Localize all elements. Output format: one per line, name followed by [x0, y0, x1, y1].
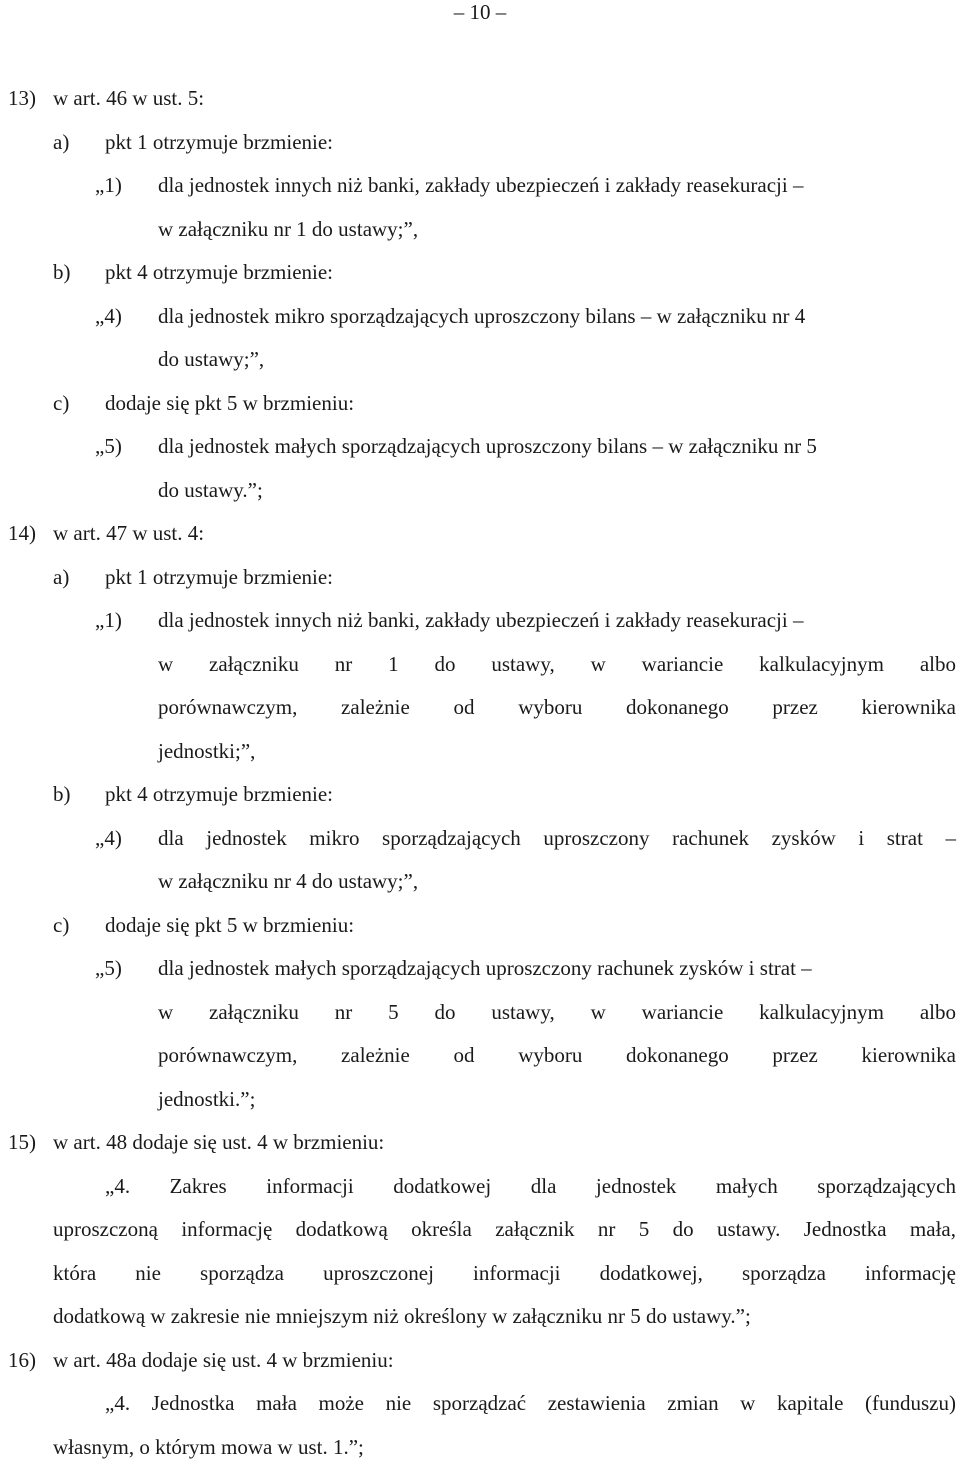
- quote-line: porównawczym, zależnie od wyboru dokonanego przez kierownika: [158, 686, 956, 730]
- paragraph-15: [53, 1165, 956, 1339]
- amendment-intro: w art. 47 w ust. 4:: [53, 512, 956, 556]
- amendment-intro: w art. 46 w ust. 5:: [53, 77, 956, 121]
- quote-line: w załączniku nr 1 do ustawy, w wariancie kalkulacyjnym albo: [158, 643, 956, 687]
- point-letter: b): [53, 251, 71, 295]
- quote-number: „1): [95, 599, 122, 643]
- amendment-14: [8, 512, 956, 556]
- quote-14a: [53, 599, 956, 773]
- amendment-15: [8, 1121, 956, 1165]
- amendment-number: 14): [8, 512, 36, 556]
- point-letter: a): [53, 556, 69, 600]
- quote-number: „1): [95, 164, 122, 208]
- quote-14b: [53, 817, 956, 904]
- paragraph-line: uproszczoną informację dodatkową określa załącznik nr 5 do ustawy. Jednostka mała,: [53, 1208, 956, 1252]
- quote-13a: [53, 164, 956, 251]
- point-text: pkt 4 otrzymuje brzmienie:: [105, 251, 956, 295]
- paragraph-line: „4. Jednostka mała może nie sporządzać zestawienia zmian w kapitale (funduszu): [53, 1382, 956, 1426]
- page-number: – 10 –: [0, 0, 960, 35]
- quote-line: dla jednostek innych niż banki, zakłady ubezpieczeń i zakłady reasekuracji –: [158, 164, 956, 208]
- quote-line: w załączniku nr 1 do ustawy;”,: [158, 208, 956, 252]
- quote-number: „4): [95, 817, 122, 861]
- amendment-intro: w art. 48a dodaje się ust. 4 w brzmieniu:: [53, 1339, 956, 1383]
- point-13a: [53, 121, 956, 165]
- quote-number: „5): [95, 947, 122, 991]
- amendment-number: 16): [8, 1339, 36, 1383]
- point-text: dodaje się pkt 5 w brzmieniu:: [105, 904, 956, 948]
- point-letter: a): [53, 121, 69, 165]
- amendment-13: [8, 77, 956, 121]
- paragraph-line: dodatkową w zakresie nie mniejszym niż określony w załączniku nr 5 do ustawy.”;: [53, 1295, 956, 1339]
- quote-line: jednostki.”;: [158, 1078, 956, 1122]
- quote-14c: [53, 947, 956, 1121]
- document-body: [8, 77, 956, 1469]
- amendment-number: 13): [8, 77, 36, 121]
- point-letter: c): [53, 382, 69, 426]
- amendment-number: 15): [8, 1121, 36, 1165]
- point-14b: [53, 773, 956, 817]
- quote-line: jednostki;”,: [158, 730, 956, 774]
- point-14c: [53, 904, 956, 948]
- quote-line: do ustawy.”;: [158, 469, 956, 513]
- point-13c: [53, 382, 956, 426]
- quote-line: porównawczym, zależnie od wyboru dokonanego przez kierownika: [158, 1034, 956, 1078]
- quote-line: dla jednostek małych sporządzających uproszczony bilans – w załączniku nr 5: [158, 425, 956, 469]
- quote-line: w załączniku nr 5 do ustawy, w wariancie kalkulacyjnym albo: [158, 991, 956, 1035]
- quote-line: dla jednostek mikro sporządzających uproszczony rachunek zysków i strat –: [158, 817, 956, 861]
- point-text: pkt 4 otrzymuje brzmienie:: [105, 773, 956, 817]
- paragraph-line: która nie sporządza uproszczonej informacji dodatkowej, sporządza informację: [53, 1252, 956, 1296]
- point-letter: c): [53, 904, 69, 948]
- quote-line: dla jednostek małych sporządzających uproszczony rachunek zysków i strat –: [158, 947, 956, 991]
- quote-line: dla jednostek mikro sporządzających uproszczony bilans – w załączniku nr 4: [158, 295, 956, 339]
- paragraph-line: „4. Zakres informacji dodatkowej dla jednostek małych sporządzających: [53, 1165, 956, 1209]
- point-text: pkt 1 otrzymuje brzmienie:: [105, 556, 956, 600]
- quote-line: do ustawy;”,: [158, 338, 956, 382]
- quote-line: w załączniku nr 4 do ustawy;”,: [158, 860, 956, 904]
- quote-number: „4): [95, 295, 122, 339]
- point-13b: [53, 251, 956, 295]
- amendment-16: [8, 1339, 956, 1383]
- amendment-intro: w art. 48 dodaje się ust. 4 w brzmieniu:: [53, 1121, 956, 1165]
- quote-13b: [53, 295, 956, 382]
- point-letter: b): [53, 773, 71, 817]
- point-text: dodaje się pkt 5 w brzmieniu:: [105, 382, 956, 426]
- paragraph-16: [53, 1382, 956, 1469]
- quote-line: dla jednostek innych niż banki, zakłady ubezpieczeń i zakłady reasekuracji –: [158, 599, 956, 643]
- point-text: pkt 1 otrzymuje brzmienie:: [105, 121, 956, 165]
- quote-13c: [53, 425, 956, 512]
- paragraph-line: własnym, o którym mowa w ust. 1.”;: [53, 1426, 956, 1469]
- quote-number: „5): [95, 425, 122, 469]
- point-14a: [53, 556, 956, 600]
